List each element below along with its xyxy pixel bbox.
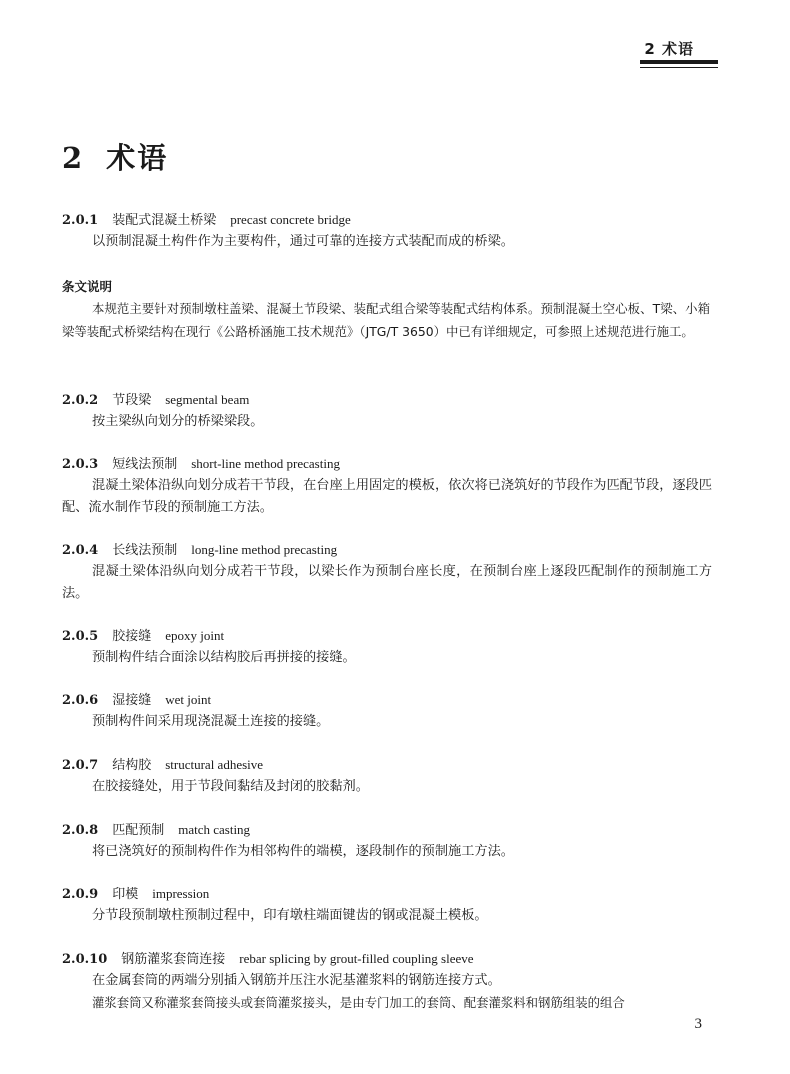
term-cn: 节段梁 [112, 393, 152, 408]
term-cn: 短线法预制 [112, 457, 178, 472]
term-definition: 在胶接缝处，用于节段间黏结及封闭的胶黏剂。 [92, 779, 369, 794]
term-heading [62, 690, 712, 711]
chapter-number: 2 [62, 141, 85, 175]
term-en: long-line method precasting [191, 542, 338, 557]
term-number: 2.0.4 [62, 543, 99, 558]
term-heading [62, 626, 712, 647]
term-entry [62, 390, 712, 433]
term-heading [62, 540, 712, 561]
term-cn: 匹配预制 [112, 823, 165, 838]
term-heading [62, 820, 712, 841]
term-number: 2.0.9 [62, 887, 99, 902]
term-heading [62, 884, 712, 905]
term-definition: 以预制混凝土构件作为主要构件，通过可靠的连接方式装配而成的桥梁。 [92, 234, 514, 249]
term-entry [62, 949, 712, 992]
term-cn: 胶接缝 [112, 629, 152, 644]
term-heading [62, 390, 712, 411]
term-cn: 结构胶 [112, 758, 152, 773]
term-entry [62, 210, 712, 253]
term-en: match casting [178, 822, 251, 837]
term-en: wet joint [165, 692, 212, 707]
term-en: structural adhesive [165, 757, 264, 772]
term-definition: 混凝土梁体沿纵向划分成若干节段，在台座上用固定的模板，依次将已浇筑好的节段作为匹配节段，逐段匹配、流水制作节段的预制施工方法。 [62, 478, 712, 515]
commentary-title: 条文说明 [62, 279, 113, 294]
term-entry [62, 454, 712, 519]
term-heading [62, 949, 712, 970]
term-number: 2.0.8 [62, 823, 99, 838]
term-entry [62, 626, 712, 669]
term-entry [62, 540, 712, 605]
term-number: 2.0.3 [62, 457, 99, 472]
term-definition: 在金属套筒的两端分别插入钢筋并压注水泥基灌浆料的钢筋连接方式。 [92, 973, 501, 988]
term-en: epoxy joint [165, 628, 225, 643]
term-definition: 混凝土梁体沿纵向划分成若干节段，以梁长作为预制台座长度，在预制台座上逐段匹配制作的预制施工方法。 [62, 564, 712, 601]
term-entry [62, 820, 712, 863]
term-definition: 分节段预制墩柱预制过程中，印有墩柱端面键齿的钢或混凝土模板。 [92, 908, 488, 923]
term-number: 2.0.7 [62, 758, 99, 773]
chapter-title [62, 136, 168, 177]
header-rule-thick [640, 60, 718, 64]
term-cn: 钢筋灌浆套筒连接 [121, 952, 226, 967]
commentary-body: 本规范主要针对预制墩柱盖梁、混凝土节段梁、装配式组合梁等装配式结构体系。预制混凝土空心板、T梁、小箱梁等装配式桥梁结构在现行《公路桥涵施工技术规范》（JTG/T 3650）中已有详细规定，可参照上述规范进行施工。 [62, 301, 710, 339]
term-entry [62, 884, 712, 927]
term-cn: 长线法预制 [112, 543, 178, 558]
term-definition: 预制构件结合面涂以结构胶后再拼接的接缝。 [92, 650, 356, 665]
term-number: 2.0.2 [62, 393, 99, 408]
page-number: 3 [694, 1016, 702, 1032]
term-en: rebar splicing by grout-filled coupling sleeve [239, 951, 474, 966]
term-cn: 印模 [112, 887, 139, 902]
term-heading [62, 210, 712, 231]
term-entry [62, 690, 712, 733]
term-heading [62, 454, 712, 475]
term-en: short-line method precasting [191, 456, 340, 471]
term-number: 2.0.6 [62, 693, 99, 708]
term-definition: 按主梁纵向划分的桥梁梁段。 [92, 414, 264, 429]
term-en: precast concrete bridge [230, 212, 351, 227]
term-entry [62, 755, 712, 798]
term-number: 2.0.5 [62, 629, 99, 644]
chapter-title-text: 术语 [106, 141, 169, 175]
commentary-continuation: 灌浆套筒又称灌浆套筒接头或套筒灌浆接头，是由专门加工的套筒、配套灌浆料和钢筋组装的组合 [92, 995, 625, 1010]
term-heading [62, 755, 712, 776]
term-en: impression [152, 886, 210, 901]
term-number: 2.0.1 [62, 213, 99, 228]
term-cn: 装配式混凝土桥梁 [112, 213, 217, 228]
term-cn: 湿接缝 [112, 693, 152, 708]
term-number: 2.0.10 [62, 952, 108, 967]
header-rule-thin [640, 67, 718, 68]
term-en: segmental beam [165, 392, 250, 407]
running-head: 2 术语 [644, 40, 694, 58]
term-definition: 将已浇筑好的预制构件作为相邻构件的端模，逐段制作的预制施工方法。 [92, 844, 514, 859]
term-definition: 预制构件间采用现浇混凝土连接的接缝。 [92, 714, 330, 729]
